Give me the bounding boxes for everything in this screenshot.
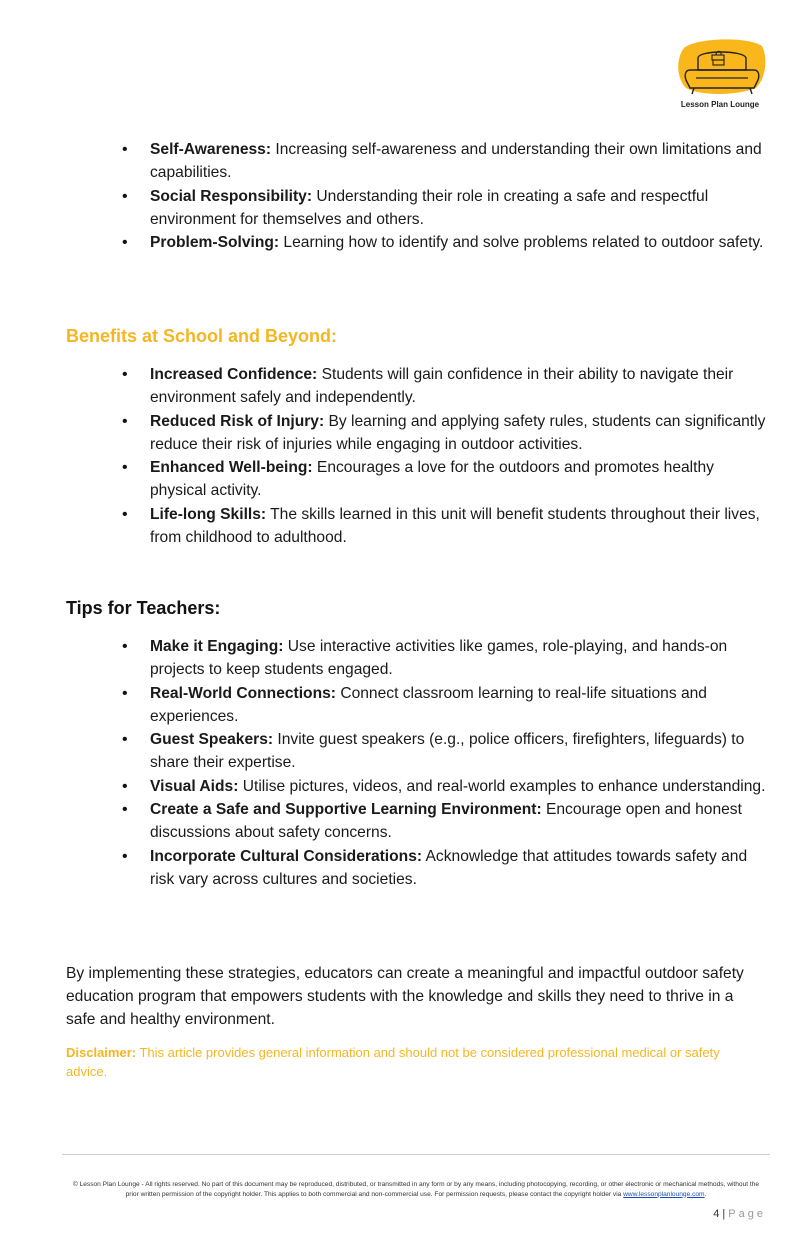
page-number: 4 | Page bbox=[713, 1208, 766, 1220]
benefits-heading: Benefits at School and Beyond: bbox=[66, 326, 338, 346]
list-item: • Reduced Risk of Injury: By learning and applying safety rules, students can significantly reduce their risk of injuries while engaging in outdoor activities. bbox=[122, 410, 772, 456]
list-item: • Life-long Skills: The skills learned in this unit will benefit students throughout their lives, from childhood to adulthood. bbox=[122, 503, 772, 549]
sofa-logo-icon bbox=[676, 38, 766, 100]
list-item: • Social Responsibility: Understanding their role in creating a safe and respectful environment for themselves and others. bbox=[122, 185, 772, 231]
list-item: • Incorporate Cultural Considerations: Acknowledge that attitudes towards safety and risk vary across cultures and societies. bbox=[122, 845, 772, 891]
list-item: • Enhanced Well-being: Encourages a love for the outdoors and promotes healthy physical activity. bbox=[122, 456, 772, 502]
list-item: • Make it Engaging: Use interactive activities like games, role-playing, and hands-on projects to keep students engaged. bbox=[122, 635, 772, 681]
brand-logo bbox=[674, 38, 766, 114]
list-item: • Create a Safe and Supportive Learning Environment: Encourage open and honest discussions about safety concerns. bbox=[122, 798, 772, 844]
footer-divider bbox=[62, 1154, 770, 1155]
list-item: • Visual Aids: Utilise pictures, videos, and real-world examples to enhance understanding. bbox=[122, 775, 772, 798]
disclaimer-label: Disclaimer: bbox=[66, 1045, 137, 1060]
copyright-notice: © Lesson Plan Lounge - All rights reserved. No part of this document may be reproduced, distributed, or transmitted in any form or by any means, including photocopying, recording, or other electronic or mechanical methods, without the prior written permission of the copyright holder. This applies to both commercial and non-commercial use. For permission requests, please contact the copyright holder via www.lessonplanlounge.com. bbox=[72, 1181, 760, 1198]
list-item: • Self-Awareness: Increasing self-awareness and understanding their own limitations and capabilities. bbox=[122, 138, 772, 184]
conclusion-paragraph: By implementing these strategies, educators can create a meaningful and impactful outdoor safety education program that empowers students with the knowledge and skills they need to thrive in a safe and healthy environment. bbox=[66, 965, 744, 1028]
benefits-bullet-list bbox=[122, 363, 772, 549]
list-item: • Problem-Solving: Learning how to identify and solve problems related to outdoor safety. bbox=[122, 231, 772, 254]
tips-bullet-list bbox=[122, 635, 772, 891]
disclaimer bbox=[66, 1043, 756, 1081]
intro-bullet-list bbox=[122, 138, 772, 255]
list-item: • Guest Speakers: Invite guest speakers (e.g., police officers, firefighters, lifeguards) to share their expertise. bbox=[122, 728, 772, 774]
logo-text: Lesson Plan Lounge bbox=[680, 100, 760, 109]
disclaimer-text: This article provides general information and should not be considered professional medical or safety advice. bbox=[66, 1045, 720, 1079]
list-item: • Real-World Connections: Connect classroom learning to real-life situations and experiences. bbox=[122, 682, 772, 728]
website-link[interactable]: www.lessonplanlounge.com bbox=[623, 1190, 705, 1198]
list-item: • Increased Confidence: Students will gain confidence in their ability to navigate their environment safely and independently. bbox=[122, 363, 772, 409]
tips-heading: Tips for Teachers: bbox=[66, 598, 221, 618]
